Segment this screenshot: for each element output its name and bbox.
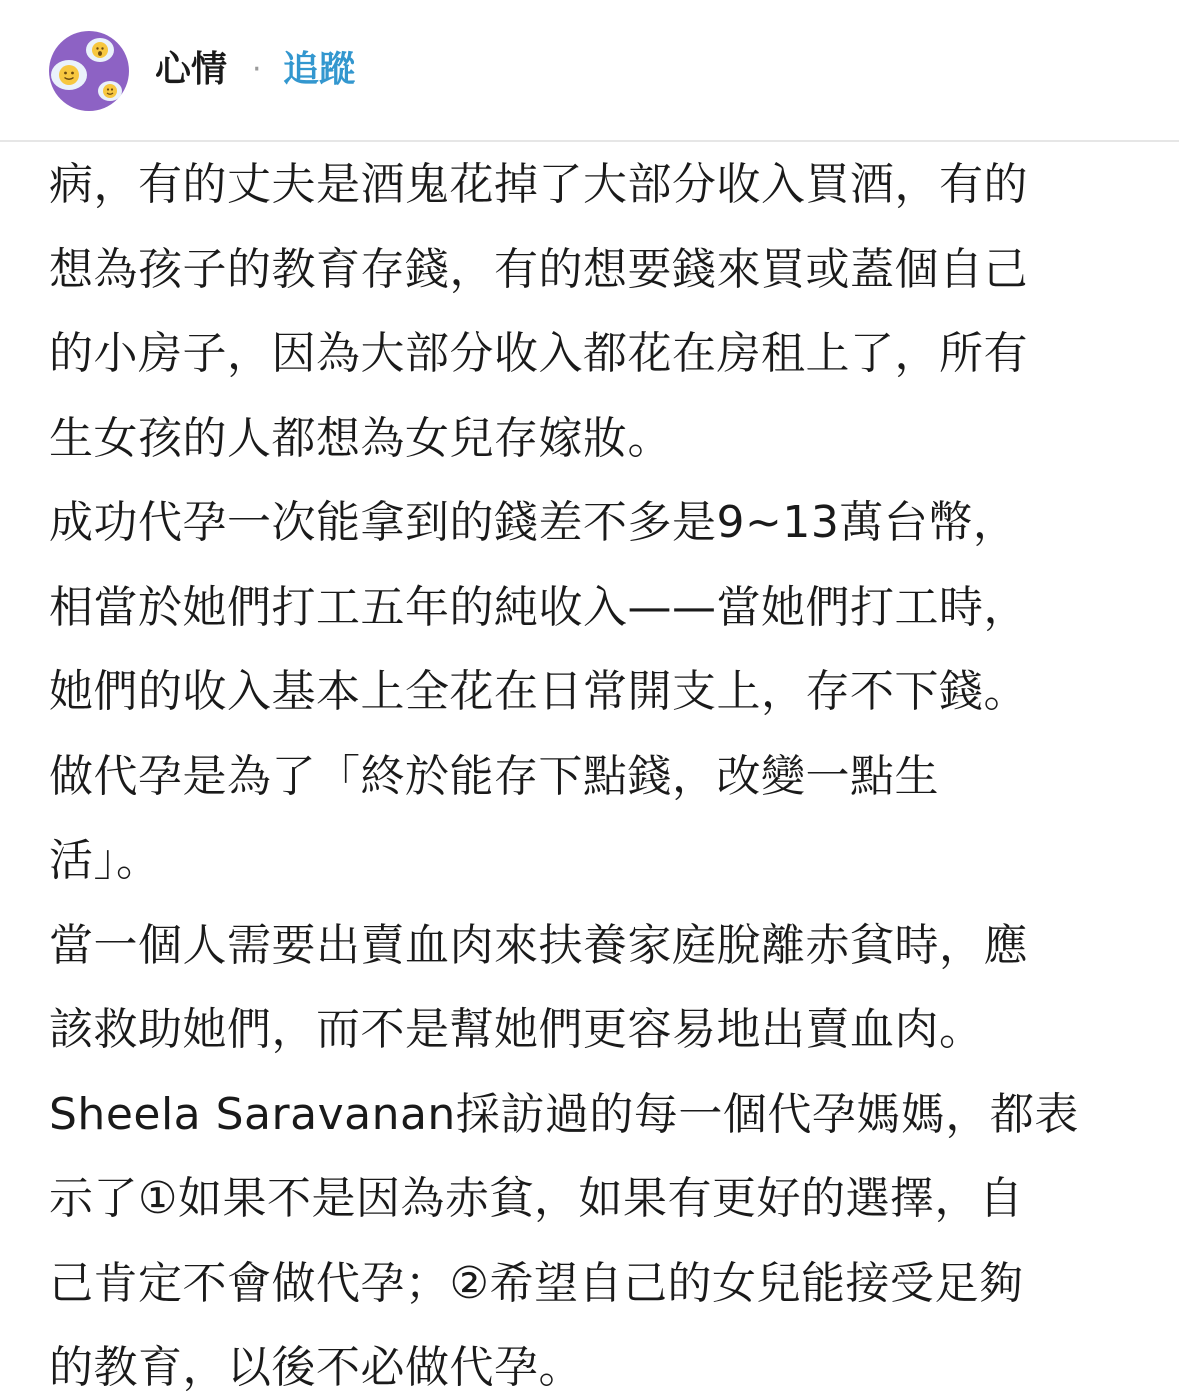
post-line: 想為孩子的教育存錢，有的想要錢來買或蓋個自己 [49, 243, 1028, 295]
post-line: 成功代孕一次能拿到的錢差不多是9~13萬台幣， [49, 497, 1018, 548]
post-line: Sheela Saravanan採訪過的每一個代孕媽媽，都表 [49, 1088, 1079, 1140]
post-line: 她們的收入基本上全花在日常開支上，存不下錢。 [49, 666, 1028, 717]
post-line: 相當於她們打工五年的純收入——當她們打工時， [49, 581, 1028, 633]
post-line: 做代孕是為了「終於能存下點錢，改變一點生 [49, 750, 939, 802]
post-line: 該救助她們，而不是幫她們更容易地出賣血肉。 [49, 1004, 984, 1055]
post-line: 生女孩的人都想為女兒存嫁妝。 [49, 412, 672, 464]
post-header [0, 0, 1179, 142]
post-line: 活」。 [49, 835, 161, 886]
follow-button[interactable]: 追蹤 [283, 49, 356, 90]
emoji-faces-avatar-icon [48, 30, 130, 112]
board-avatar[interactable] [48, 30, 130, 112]
board-name[interactable]: 心情 [155, 49, 228, 90]
post-line: 示了①如果不是因為赤貧，如果有更好的選擇，自 [49, 1173, 1024, 1224]
separator-dot: · [252, 52, 262, 87]
post-line: 的教育，以後不必做代孕。 [49, 1342, 583, 1393]
post-body [49, 143, 1131, 1395]
post-line: 的小房子，因為大部分收入都花在房租上了，所有 [49, 328, 1028, 379]
post-line: 病，有的丈夫是酒鬼花掉了大部分收入買酒，有的 [49, 159, 1028, 210]
post-line: 當一個人需要出賣血肉來扶養家庭脫離赤貧時，應 [49, 919, 1028, 971]
post-line: 己肯定不會做代孕；②希望自己的女兒能接受足夠 [49, 1257, 1024, 1309]
